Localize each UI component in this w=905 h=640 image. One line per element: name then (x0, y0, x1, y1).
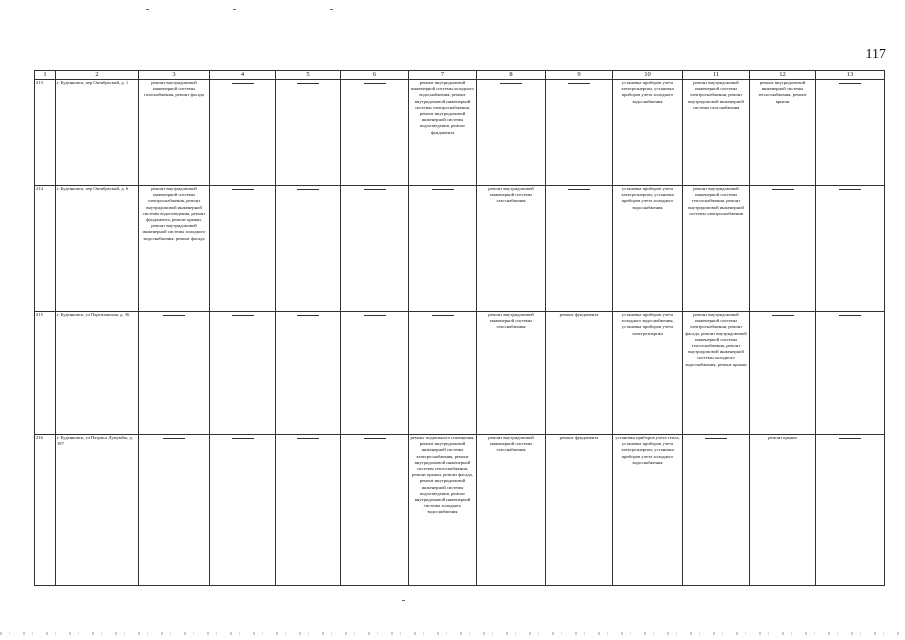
empty-cell (210, 435, 276, 586)
dash-mark (839, 315, 861, 316)
works-cell: установка приборов учета электроэнергии, установка приборов учета холодного водоснабжения (613, 186, 683, 312)
column-header: 7 (409, 71, 477, 80)
dash-mark (364, 438, 386, 439)
dash-mark (839, 438, 861, 439)
dash-mark (364, 189, 386, 190)
address-cell: г. Буденновск, ул Партизанская, д. 36 (56, 312, 139, 435)
works-cell: ремонт крыши (750, 435, 816, 586)
dash-mark (705, 438, 727, 439)
works-cell: ремонт внутридомовой инженерной системы теплоснабжения, ремонт крыши (750, 80, 816, 186)
empty-cell (210, 312, 276, 435)
empty-cell (341, 186, 409, 312)
address-cell: г. Буденновск, пер Октябрьский, д. 6 (56, 186, 139, 312)
column-header: 4 (210, 71, 276, 80)
scan-speck (402, 600, 405, 601)
dash-mark (432, 189, 454, 190)
dash-mark (232, 189, 254, 190)
column-header: 11 (683, 71, 750, 80)
empty-cell (139, 312, 210, 435)
row-number: 213 (35, 80, 56, 186)
empty-cell (276, 80, 341, 186)
header-row (35, 71, 885, 80)
empty-cell (341, 312, 409, 435)
column-header: 5 (276, 71, 341, 80)
repair-schedule-table (34, 70, 885, 586)
empty-cell (816, 312, 885, 435)
dash-mark (568, 83, 590, 84)
empty-cell (683, 435, 750, 586)
dash-mark (232, 438, 254, 439)
row-number: 214 (35, 186, 56, 312)
empty-cell (341, 80, 409, 186)
column-header: 10 (613, 71, 683, 80)
dash-mark (500, 83, 522, 84)
page-number: 117 (865, 47, 886, 62)
empty-cell (139, 435, 210, 586)
dash-mark (772, 189, 794, 190)
dash-mark (364, 83, 386, 84)
dash-mark (297, 315, 319, 316)
works-cell: ремонт внутридомовой инженерной системы газоснабжения (477, 186, 546, 312)
empty-cell (276, 435, 341, 586)
empty-cell (276, 312, 341, 435)
empty-cell (816, 186, 885, 312)
empty-cell (816, 80, 885, 186)
column-header: 9 (546, 71, 613, 80)
dash-mark (297, 189, 319, 190)
table-row (35, 312, 885, 435)
dash-mark (568, 189, 590, 190)
works-cell: ремонт внутридомовой инженерной системы электроснабжения, ремонт внутридомовой инженерной системы газоснабжения (683, 80, 750, 186)
empty-cell (546, 186, 613, 312)
works-cell: ремонт внутридомовой инженерной системы холодного водоснабжения, ремонт внутридомовой инженерной системы электроснабжения, ремонт внутридомовой инженерной системы водоотведения, ремонт фундамента (409, 80, 477, 186)
table-row (35, 80, 885, 186)
dash-mark (364, 315, 386, 316)
dash-mark (772, 315, 794, 316)
works-cell: ремонт подвального помещения, ремонт внутридомовой инженерной системы электроснабжения, ремонт внутридомовой инженерной системы теплоснабжения, ремонт крыши, ремонт фасада, ремонт внутридомовой инженерной системы водоотведения, ремонт внутридомовой инженерной системы холодного водоснабжения (409, 435, 477, 586)
empty-cell (341, 435, 409, 586)
column-header: 2 (56, 71, 139, 80)
column-header: 3 (139, 71, 210, 80)
empty-cell (409, 186, 477, 312)
works-cell: установка приборов учета электроэнергии, установка приборов учета холодного водоснабжения (613, 80, 683, 186)
empty-cell (477, 80, 546, 186)
works-cell: ремонт внутридомовой инженерной системы газоснабжения, ремонт фасада (139, 80, 210, 186)
works-cell: ремонт внутридомовой инженерной системы теплоснабжения, ремонт внутридомовой инженерной системы электроснабжения (683, 186, 750, 312)
empty-cell (816, 435, 885, 586)
column-header: 1 (35, 71, 56, 80)
works-cell: ремонт фундамента (546, 312, 613, 435)
works-cell: ремонт внутридомовой инженерной системы газоснабжения (477, 312, 546, 435)
empty-cell (546, 80, 613, 186)
dash-mark (163, 315, 185, 316)
dash-mark (297, 438, 319, 439)
column-header: 13 (816, 71, 885, 80)
dash-mark (163, 438, 185, 439)
scan-speck (146, 9, 149, 10)
dash-mark (232, 315, 254, 316)
dash-mark (839, 83, 861, 84)
table-row (35, 186, 885, 312)
column-header: 6 (341, 71, 409, 80)
empty-cell (750, 186, 816, 312)
works-cell: установка приборов учета холодного водоснабжения, установка приборов учета электроэнергии (613, 312, 683, 435)
scan-speck (233, 9, 236, 10)
column-header: 8 (477, 71, 546, 80)
works-cell: ремонт внутридомовой инженерной системы газоснабжения (477, 435, 546, 586)
row-number: 216 (35, 435, 56, 586)
dash-mark (297, 83, 319, 84)
works-cell: ремонт внутридомовой инженерной системы электроснабжения, ремонт фасада, ремонт внутридомовой инженерной системы теплоснабжения, ремонт внутридомовой инженерной системы холодного водоснабжения, ремонт крыши (683, 312, 750, 435)
empty-cell (210, 186, 276, 312)
works-cell: установка приборов учета тепла, установка приборов учета электроэнергии, установка приборов учета холодного водоснабжения (613, 435, 683, 586)
empty-cell (409, 312, 477, 435)
empty-cell (276, 186, 341, 312)
address-cell: г. Буденновск, пер Октябрьский, д. 1 (56, 80, 139, 186)
column-header: 12 (750, 71, 816, 80)
works-cell: ремонт фундамента (546, 435, 613, 586)
row-number: 215 (35, 312, 56, 435)
dash-mark (232, 83, 254, 84)
empty-cell (750, 312, 816, 435)
works-cell: ремонт внутридомовой инженерной системы электроснабжения, ремонт внутридомовой инженерной системы водоотведения, ремонт фундамента, ремонт крыши, ремонт внутридомовой инженерной системы холодного водоснабжения, ремонт фасада (139, 186, 210, 312)
table-row (35, 435, 885, 586)
dash-mark (839, 189, 861, 190)
empty-cell (210, 80, 276, 186)
scan-speck (330, 9, 333, 10)
scan-edge-noise (0, 632, 905, 635)
dash-mark (432, 315, 454, 316)
address-cell: г. Буденновск, ул Патриса Лумумбы, д. 187 (56, 435, 139, 586)
